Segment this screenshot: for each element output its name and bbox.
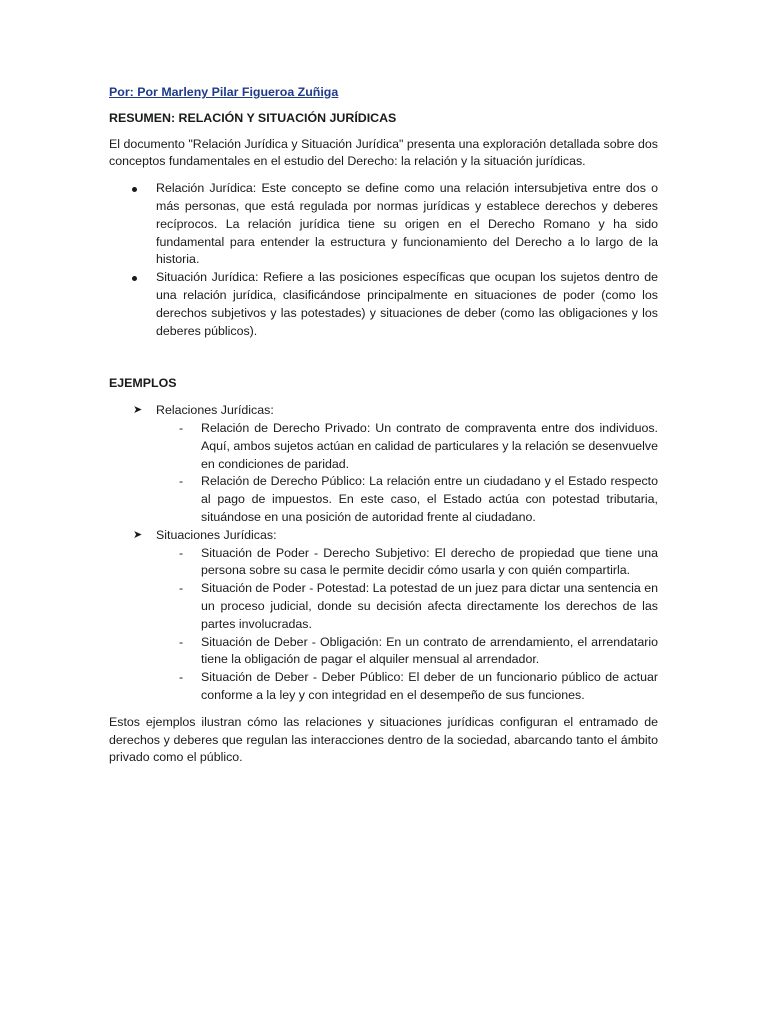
example-items <box>156 420 658 527</box>
example-item <box>156 473 658 526</box>
example-text: Situación de Poder - Potestad: La potestad de un juez para dictar una sentencia en un proceso judicial, donde su decisión afecta directamente los derechos de las partes involucradas. <box>201 581 658 631</box>
example-text: Relación de Derecho Privado: Un contrato de compraventa entre dos individuos. Aquí, ambos sujetos actúan en calidad de particulares y la relación se desenvuelve en condiciones de paridad. <box>201 420 658 471</box>
example-text: Situación de Poder - Derecho Subjetivo: El derecho de propiedad que tiene una persona sobre su casa le permite decidir cómo usarla y con quién compartirla. <box>201 545 658 578</box>
example-group-title: Relaciones Jurídicas: <box>156 403 274 418</box>
definition-item <box>109 180 658 269</box>
definitions-list <box>109 180 658 340</box>
example-group <box>109 527 658 705</box>
dash-bullet-icon: - <box>179 474 184 489</box>
conclusion-paragraph: Estos ejemplos ilustran cómo las relaciones y situaciones jurídicas configuran el entramado de derechos y deberes que regulan las interacciones dentro de la sociedad, abarcando tanto el ámbito privado como el público. <box>109 714 658 765</box>
example-items <box>156 545 658 705</box>
dash-bullet-icon: - <box>179 581 184 596</box>
example-group <box>109 402 658 527</box>
example-group-title: Situaciones Jurídicas: <box>156 527 277 542</box>
bullet-icon <box>132 187 137 192</box>
definition-item <box>109 269 658 340</box>
example-text: Situación de Deber - Deber Público: El deber de un funcionario público de actuar conforme a la ley y con integridad en el desempeño de sus funciones. <box>201 670 658 702</box>
example-text: Situación de Deber - Obligación: En un contrato de arrendamiento, el arrendatario tiene la obligación de pagar el alquiler mensual al arrendador. <box>201 634 658 667</box>
example-item <box>156 545 658 581</box>
author-link[interactable]: Por: Por Marleny Pilar Figueroa Zuñiga <box>109 85 339 99</box>
example-item <box>156 669 658 705</box>
dash-bullet-icon: - <box>179 545 184 560</box>
summary-heading: RESUMEN: RELACIÓN Y SITUACIÓN JURÍDICAS <box>109 110 397 125</box>
example-text: Relación de Derecho Público: La relación entre un ciudadano y el Estado respecto al pago de impuestos. En este caso, el Estado actúa con potestad tributaria, situándose en una posición de autoridad frente al ciudadano. <box>201 474 658 524</box>
arrow-bullet-icon: ➤ <box>133 528 143 541</box>
bullet-icon <box>132 276 137 281</box>
examples-heading: EJEMPLOS <box>109 376 177 391</box>
dash-bullet-icon: - <box>179 634 184 649</box>
intro-paragraph: El documento "Relación Jurídica y Situación Jurídica" presenta una exploración detallada sobre dos conceptos fundamentales en el estudio del Derecho: la relación y la situación jurídicas. <box>109 136 658 169</box>
definition-text: Relación Jurídica: Este concepto se define como una relación intersubjetiva entre dos o más personas, que está regulada por normas jurídicas y establece derechos y deberes recíprocos. La relación jurídica tiene su origen en el Derecho Romano y ha sido fundamental para entender la estructura y funcionamiento del Derecho a lo largo de la historia. <box>156 181 658 267</box>
example-item <box>156 580 658 633</box>
arrow-bullet-icon: ➤ <box>133 404 143 417</box>
document-page <box>109 84 658 767</box>
dash-bullet-icon: - <box>179 670 184 685</box>
example-item <box>156 634 658 670</box>
examples-list <box>109 402 658 705</box>
definition-text: Situación Jurídica: Refiere a las posiciones específicas que ocupan los sujetos dentro de una relación jurídica, clasificándose principalmente en situaciones de poder (como los derechos subjetivos y las potestades) y situaciones de deber (como las obligaciones y los deberes públicos). <box>156 270 658 338</box>
dash-bullet-icon: - <box>179 420 184 435</box>
example-item <box>156 420 658 473</box>
